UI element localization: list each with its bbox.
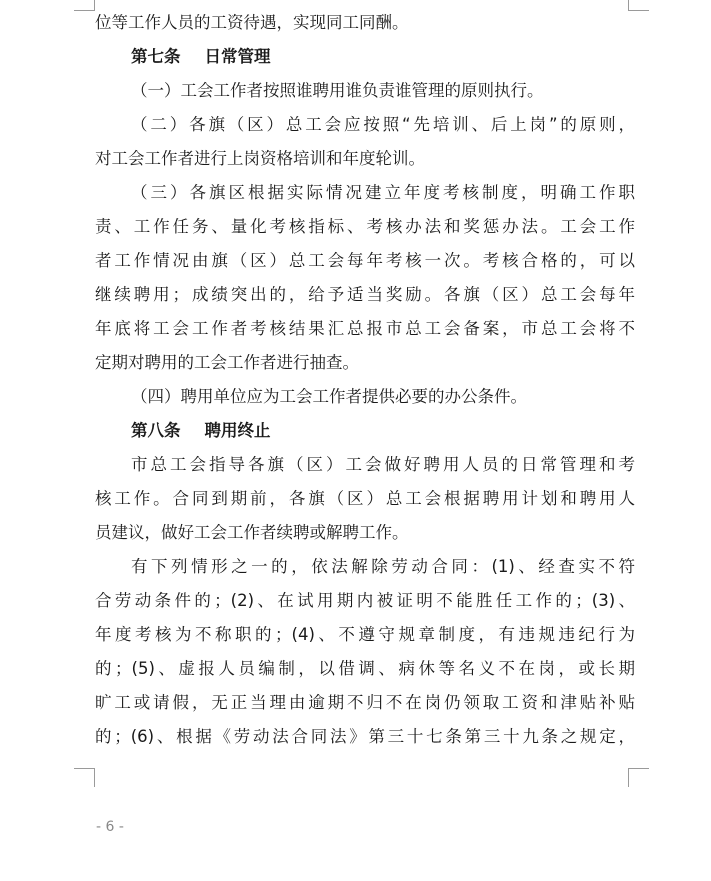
text-line: （三）各旗区根据实际情况建立年度考核制度，明确工作职 bbox=[131, 183, 635, 202]
text-line: 旷工或请假，无正当理由逾期不归不在岗仍领取工资和津贴补贴 bbox=[95, 693, 635, 712]
crop-mark-top-left bbox=[74, 0, 95, 11]
text-line: （二）各旗（区）总工会应按照“先培训、后上岗”的原则， bbox=[131, 115, 635, 134]
text-line: 合劳动条件的；(2)、在试用期内被证明不能胜任工作的；(3)、 bbox=[95, 591, 635, 610]
article-8-number: 第八条 bbox=[131, 421, 181, 440]
text-line: （一）工会工作者按照谁聘用谁负责谁管理的原则执行。 bbox=[131, 81, 544, 100]
crop-mark-bottom-right bbox=[628, 768, 649, 787]
text-line: 核工作。合同到期前，各旗（区）总工会根据聘用计划和聘用人 bbox=[95, 489, 635, 508]
text-line: 有下列情形之一的，依法解除劳动合同：(1)、经查实不符 bbox=[131, 557, 635, 576]
text-line: 者工作情况由旗（区）总工会每年考核一次。考核合格的，可以 bbox=[95, 251, 635, 270]
article-8-heading bbox=[131, 420, 635, 442]
text-line: 继续聘用；成绩突出的，给予适当奖励。各旗（区）总工会每年 bbox=[95, 285, 635, 304]
text-line: 的；(5)、虚报人员编制，以借调、病休等名义不在岗，或长期 bbox=[95, 659, 635, 678]
text-line: 的；(6)、根据《劳动法合同法》第三十七条第三十九条之规定， bbox=[95, 727, 635, 746]
text-line: 定期对聘用的工会工作者进行抽查。 bbox=[95, 353, 359, 372]
article-7-number: 第七条 bbox=[131, 47, 181, 66]
article-7-title: 日常管理 bbox=[204, 47, 271, 66]
page-number: - 6 - bbox=[96, 819, 124, 835]
article-8-title: 聘用终止 bbox=[204, 421, 271, 440]
crop-mark-bottom-left bbox=[74, 768, 95, 787]
text-line: 责、工作任务、量化考核指标、考核办法和奖惩办法。工会工作 bbox=[95, 217, 635, 236]
text-line: 位等工作人员的工资待遇，实现同工同酬。 bbox=[95, 13, 409, 32]
text-line: 年底将工会工作者考核结果汇总报市总工会备案，市总工会将不 bbox=[95, 319, 635, 338]
text-line: 市总工会指导各旗（区）工会做好聘用人员的日常管理和考 bbox=[131, 455, 635, 474]
text-line: 对工会工作者进行上岗资格培训和年度轮训。 bbox=[95, 149, 425, 168]
text-line: 员建议，做好工会工作者续聘或解聘工作。 bbox=[95, 523, 409, 542]
crop-mark-top-right bbox=[628, 0, 649, 11]
text-line: （四）聘用单位应为工会工作者提供必要的办公条件。 bbox=[131, 387, 527, 406]
article-7-heading bbox=[131, 46, 635, 68]
text-line: 年度考核为不称职的；(4)、不遵守规章制度，有违规违纪行为 bbox=[95, 625, 635, 644]
